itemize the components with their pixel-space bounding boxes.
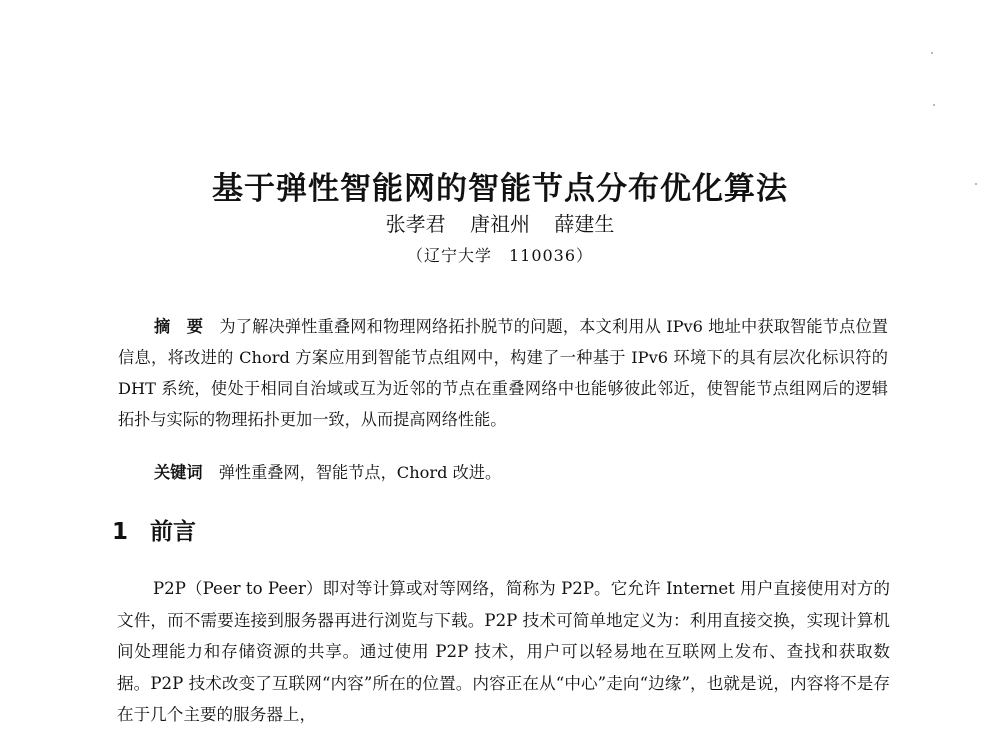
keywords-text: 弹性重叠网，智能节点，Chord 改进。 [218, 463, 502, 482]
keywords-label: 关键词 [154, 463, 203, 482]
scan-speck [933, 104, 935, 106]
author-name: 薛建生 [554, 212, 615, 236]
affiliation: （辽宁大学 110036） [406, 246, 594, 265]
author-list [0, 208, 1000, 237]
scan-speck [931, 52, 933, 54]
body-paragraph: P2P（Peer to Peer）即对等计算或对等网络，简称为 P2P。它允许 Internet 用户直接使用对方的文件，而不需要连接到服务器再进行浏览与下载。P2P 技术可简单地定义为：利用直接交换，实现计算机间处理能力和存储资源的共享。通过使用 P2P 技术，用户可以轻易地在互联网上发布、查找和获取数据。P2P 技术改变了互联网“内容”所在的位置。内容正在从“中心”走向“边缘”，也就是说，内容将不是存在于几个主要的服务器上， [117, 579, 890, 724]
section-heading [112, 513, 196, 546]
author-name: 唐祖州 [470, 212, 530, 236]
section-title: 前言 [150, 519, 197, 545]
paper-title: 基于弹性智能网的智能节点分布优化算法 [212, 171, 788, 207]
scan-speck [975, 183, 977, 185]
abstract-label: 摘 要 [154, 317, 204, 336]
abstract [118, 311, 888, 435]
abstract-text: 为了解决弹性重叠网和物理网络拓扑脱节的问题，本文利用从 IPv6 地址中获取智能节点位置信息，将改进的 Chord 方案应用到智能节点组网中，构建了一种基于 IPv6 环境下的具有层次化标识符的 DHT 系统，使处于相同自治域或互为近邻的节点在重叠网络中也能够彼此邻近，使智能节点组网后的逻辑拓扑与实际的物理拓扑更加一致，从而提高网络性能。 [118, 317, 888, 429]
author-name: 张孝君 [385, 212, 446, 236]
section-number: 1 [112, 519, 129, 545]
keywords [154, 457, 888, 488]
